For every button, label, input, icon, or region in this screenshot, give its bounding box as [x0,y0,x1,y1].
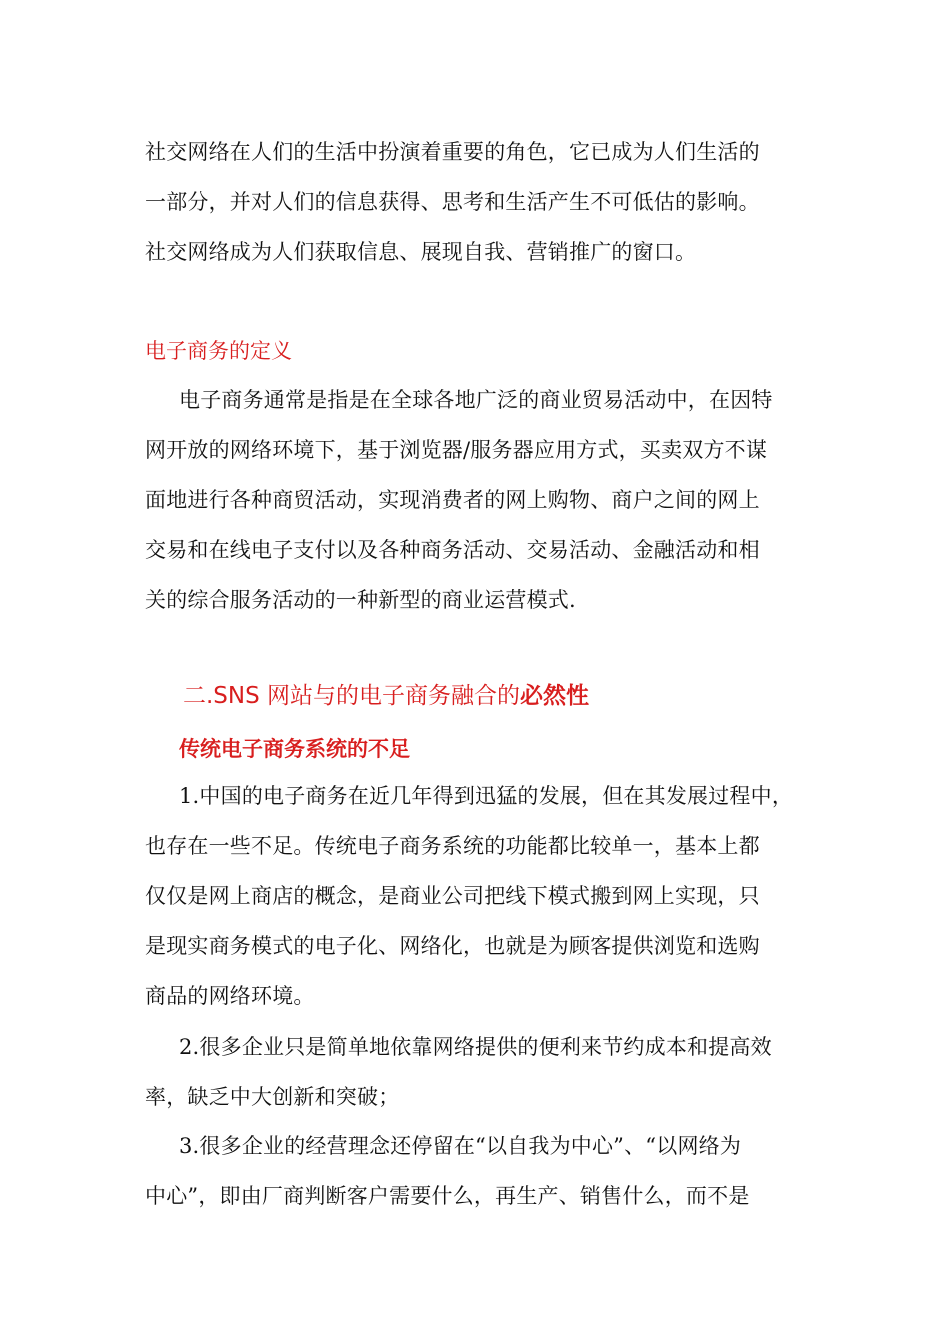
point-1-line-5: 商品的网络环境。 [145,984,315,1008]
point-1-paragraph [145,771,817,1021]
point-3-paragraph [145,1121,817,1221]
point-3-line-1: 3.很多企业的经营理念还停留在“以自我为中心”、“以网络为 [179,1134,742,1158]
point-2-line-2: 率，缺乏中大创新和突破； [145,1085,400,1109]
point-2-paragraph [145,1022,817,1122]
point-3-line-2: 中心”，即由厂商判断客户需要什么，再生产、销售什么，而不是 [145,1184,750,1208]
point-1-line-1: 1.中国的电子商务在近几年得到迅猛的发展，但在其发展过程中， [179,784,794,808]
ecommerce-definition-paragraph [145,375,817,625]
intro-paragraph [145,127,817,277]
section-two-heading-prefix: 二.SNS 网站与的电子商务融合的 [183,683,521,709]
point-2-line-1: 2.很多企业只是简单地依靠网络提供的便利来节约成本和提高效 [179,1035,772,1059]
point-1-line-3: 仅仅是网上商店的概念，是商业公司把线下模式搬到网上实现，只 [145,884,760,908]
section-two-heading-emphasis: 必然性 [520,683,590,709]
ecommerce-line-5: 关的综合服务活动的一种新型的商业运营模式. [145,588,576,612]
point-1-line-2: 也存在一些不足。传统电子商务系统的功能都比较单一，基本上都 [145,834,760,858]
intro-line-2: 一部分，并对人们的信息获得、思考和生活产生不可低估的影响。 [145,190,760,214]
ecommerce-definition-heading: 电子商务的定义 [145,339,292,363]
intro-line-3: 社交网络成为人们获取信息、展现自我、营销推广的窗口。 [145,240,697,264]
ecommerce-line-1: 电子商务通常是指是在全球各地广泛的商业贸易活动中，在因特 [179,388,773,412]
traditional-ecommerce-subheading: 传统电子商务系统的不足 [179,737,410,761]
ecommerce-line-2: 网开放的网络环境下，基于浏览器/服务器应用方式，买卖双方不谋 [145,438,768,462]
point-1-line-4: 是现实商务模式的电子化、网络化，也就是为顾客提供浏览和选购 [145,934,760,958]
ecommerce-line-4: 交易和在线电子支付以及各种商务活动、交易活动、金融活动和相 [145,538,760,562]
ecommerce-line-3: 面地进行各种商贸活动，实现消费者的网上购物、商户之间的网上 [145,488,760,512]
section-two-heading [183,676,589,716]
intro-line-1: 社交网络在人们的生活中扮演着重要的角色，它已成为人们生活的 [145,140,760,164]
